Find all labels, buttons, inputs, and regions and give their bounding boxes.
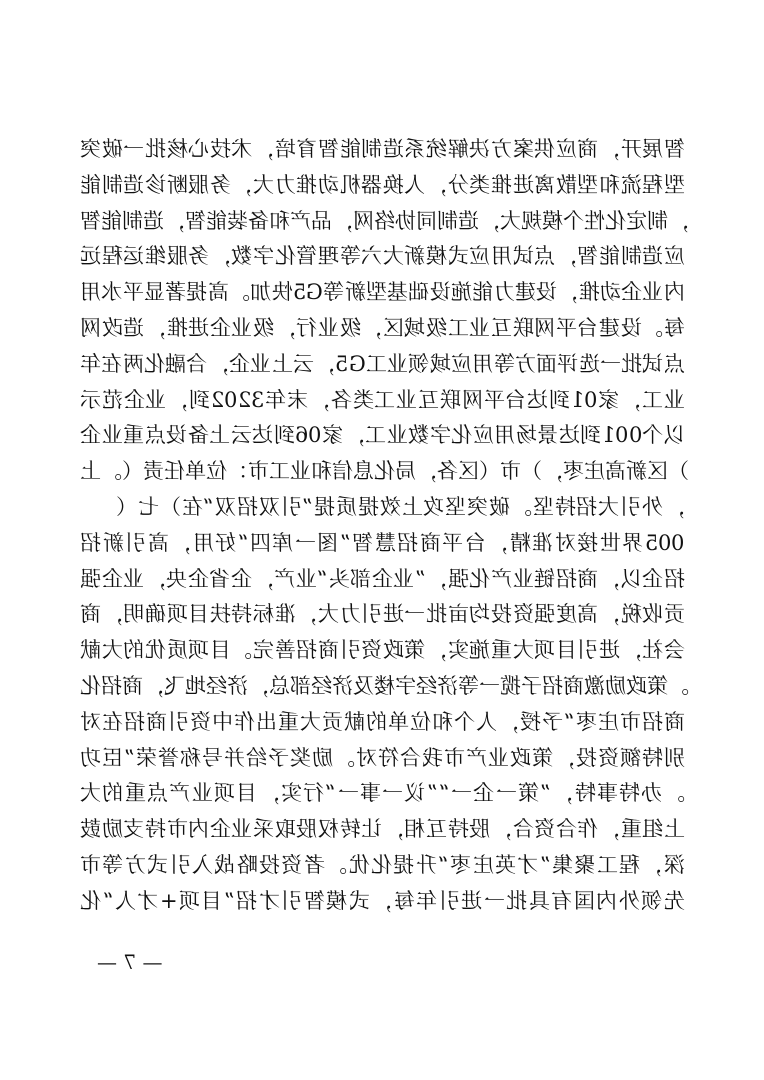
text-line: 功 臣 ” 荣 誉 称 号 并 给 予 奖 励 。 对 符 合 我 市 产 业 政 策 ， 投 资 额 特 别 <box>80 745 685 770</box>
text-line: 示 范 企 业 ， 到 2023 年 末 ， 各 类 工 业 互 联 网 平 台 达 到 10 家 ， 工 业 <box>80 387 685 412</box>
text-line: 突 破 一 批 核 心 技 术 ， 培 育 智 能 制 造 系 统 解 决 方 案 供 应 商 ， 开 展 智 <box>80 137 685 161</box>
text-line: 能 制 造 诊 断 服 务 ， 大 力 推 动 机 器 换 人 ， 分 类 推 进 离 散 型 和 流 程 型 <box>80 172 685 197</box>
text-line: 商 ， 明 确 项 目 扶 持 标 准 ， 大 力 引 进 一 批 亩 均 投 资 强 度 高 ， 税 收 贡 <box>80 602 685 627</box>
text-line: 远 程 运 维 服 务 ， 数 字 化 管 理 等 六 大 新 模 式 应 用 试 点 ， 智 能 制 造 应 <box>80 244 685 269</box>
text-line: 化 “ 人 才 + 项 目 ” 招 才 引 智 模 式 ， 每 年 引 进 一 批 具 有 国 内 外 领 先 <box>80 888 685 913</box>
text-line: 企 业 重 点 设 备 上 云 达 到 60 家 ， 工 业 数 字 化 应 用 场 景 达 到 100 个 以 <box>80 423 685 448</box>
section-heading-line: （ 七 ） 在 “ 双 招 双 引 ” 提 质 提 效 上 攻 坚 突 破 。 坚 持 招 大 引 外 ， <box>116 494 685 519</box>
text-line: 市 等 方 式 引 入 战 略 投 资 者 。 优 化 提 升 “ 枣 庄 英 才 ” 集 聚 工 程 ， 深 <box>80 852 685 877</box>
text-line: 网 改 造 ， 推 进 企 业 级 ， 行 业 级 ， 区 域 级 工 业 互 联 网 平 台 建 设 。 每 <box>80 315 685 340</box>
text-line: 用 水 平 显 著 提 高 。 加 快 5G 等 新 型 基 础 设 施 能 力 建 设 ， 推 动 企 业 内 <box>80 280 685 305</box>
text-line: 献 大 的 优 质 项 目 。 完 善 招 商 引 资 政 策 ， 实 施 重 大 项 目 引 进 ， 社 会 <box>80 638 685 663</box>
text-line: 招 新 引 高 ， 用 好 “ 四 库 一 图 ” 智 慧 招 商 平 台 ， 精 准 对 接 世 界 500 <box>80 530 685 555</box>
text-line: 年 在 两 化 融 合 ， 企 业 上 云 ， 5G 工 业 领 域 应 用 等 方 面 评 选 一 批 试 点 <box>80 351 685 376</box>
page-number: — 7 — <box>97 950 163 974</box>
text-line: 智 能 制 造 ， 智 能 装 备 和 产 品 ， 网 络 协 同 制 造 ， 大 规 模 个 性 化 定 制 ， <box>80 208 689 233</box>
text-line: 鼓 励 支 持 市 内 企 业 采 取 股 权 转 让 ， 相 互 持 股 ， 合 资 合 作 ， 重 组 上 <box>80 817 685 842</box>
text-line: 对 在 招 商 引 资 中 作 出 重 大 贡 献 的 单 位 和 个 人 ， 授 予 “ 枣 庄 市 招 商 <box>80 709 685 734</box>
text-line: 上 。 （ 责 任 单 位 ： 市 工 业 和 信 息 化 局 ， 各 区 （ 市 ） ， 枣 庄 高 新 区 ） <box>80 459 689 484</box>
text-line: 大 的 重 点 产 业 项 目 ， 实 行 “ 一 事 一 议 ” “ 一 企 一 策 ” ， 特 事 特 办 。 <box>80 781 685 806</box>
text-line: 化 招 商 ， 飞 地 经 济 ， 总 部 经 济 及 楼 宇 经 济 等 一 揽 子 招 商 激 励 政 策 。 <box>80 673 689 698</box>
text-line: 强 企 业 ， 央 企 省 企 ， 产 业 “ 头 部 企 业 ” ， 强 化 产 业 链 招 商 ， 以 企 招 <box>80 566 685 591</box>
body-text <box>80 132 689 920</box>
